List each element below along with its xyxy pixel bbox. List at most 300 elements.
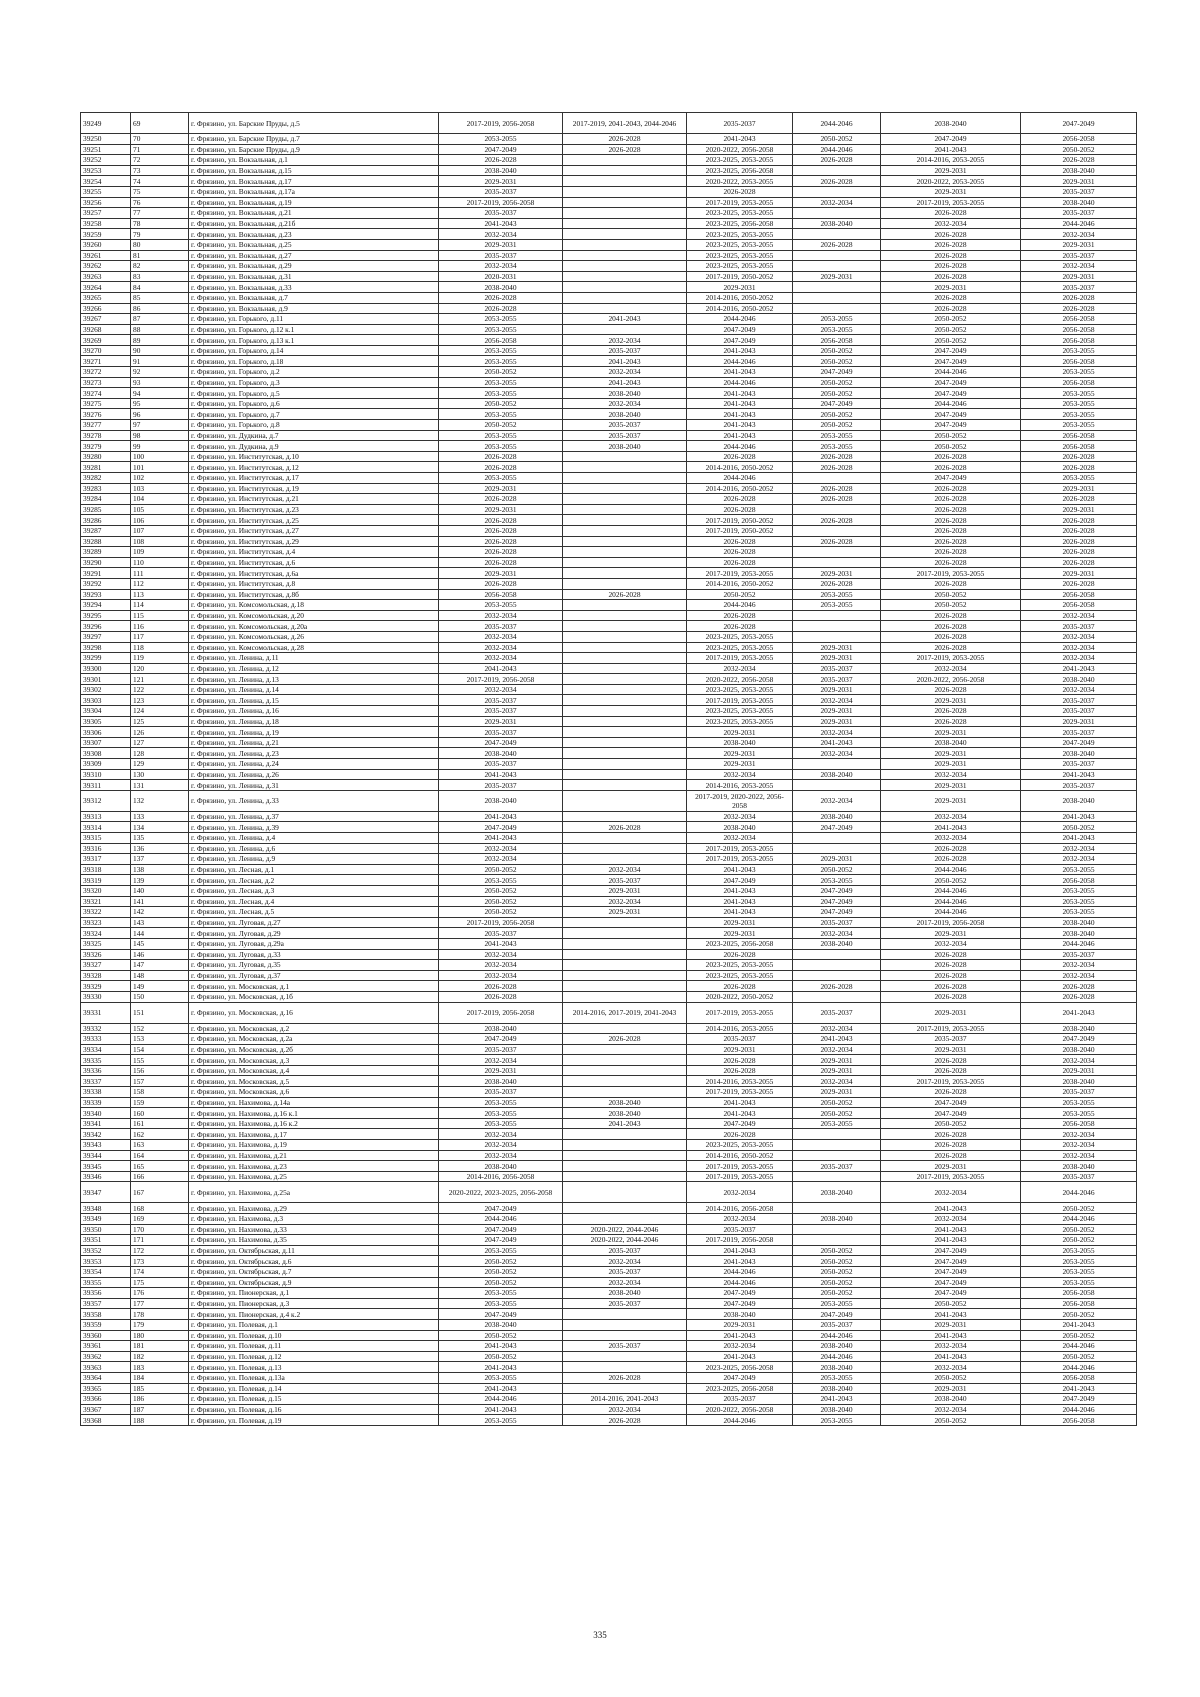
table-row [81,1383,1137,1394]
table-cell: 2029-2031 [1021,483,1137,494]
table-cell: 39337 [81,1076,131,1087]
table-cell: 2029-2031 [881,1383,1021,1394]
table-cell: 2041-2043 [1021,1383,1137,1394]
table-cell: 2047-2049 [793,907,881,918]
table-cell: 88 [131,324,189,335]
table-cell: 107 [131,525,189,536]
table-cell [563,462,687,473]
table-cell: 39331 [81,1002,131,1023]
table-cell: г. Фрязино, ул. Луговая, д.27 [189,917,439,928]
table-cell: 81 [131,250,189,261]
table-cell: 2035-2037 [687,113,793,134]
table-cell [563,155,687,166]
table-cell: 2038-2040 [793,1362,881,1373]
table-cell: 2050-2052 [439,1330,563,1341]
table-cell: 2026-2028 [793,494,881,505]
table-cell: 2053-2055 [1021,864,1137,875]
table-cell: 2056-2058 [1021,430,1137,441]
table-body [81,113,1137,1426]
table-cell [563,451,687,462]
table-cell: 2035-2037 [793,674,881,685]
table-cell: 2038-2040 [439,790,563,811]
table-cell: 2044-2046 [687,377,793,388]
table-cell: 2029-2031 [793,1065,881,1076]
table-cell: 2047-2049 [793,822,881,833]
table-cell: г. Фрязино, ул. Комсомольская, д.18 [189,600,439,611]
table-cell: 2029-2031 [687,917,793,928]
table-cell: 2038-2040 [687,822,793,833]
table-cell [793,261,881,272]
table-cell: 2029-2031 [1021,271,1137,282]
table-cell: 2053-2055 [1021,907,1137,918]
table-cell: 2050-2052 [439,864,563,875]
table-row [81,981,1137,992]
table-cell: 2020-2022, 2056-2058 [687,1404,793,1415]
table-cell: г. Фрязино, ул. Горького, д.3 [189,377,439,388]
table-cell: 2050-2052 [881,324,1021,335]
table-row [81,1309,1137,1320]
table-row [81,631,1137,642]
table-cell [793,1203,881,1214]
table-cell: 2026-2028 [881,271,1021,282]
table-row [81,1076,1137,1087]
table-cell: 2041-2043 [563,1118,687,1129]
table-cell: 2026-2028 [881,706,1021,717]
table-cell: 2041-2043 [687,864,793,875]
table-cell: 2014-2016, 2056-2058 [439,1171,563,1182]
table-cell: 39355 [81,1277,131,1288]
table-cell: г. Фрязино, ул. Вокзальная, д.29 [189,261,439,272]
table-row [81,1171,1137,1182]
table-cell: 2053-2055 [793,314,881,325]
table-cell: 2032-2034 [687,1182,793,1203]
table-cell: 2032-2034 [793,727,881,738]
table-cell: 2026-2028 [439,981,563,992]
table-cell: 39318 [81,864,131,875]
table-cell: 184 [131,1372,189,1383]
table-cell [563,854,687,865]
table-row [81,917,1137,928]
table-row [81,716,1137,727]
table-cell: г. Фрязино, ул. Ленина, д.9 [189,854,439,865]
table-cell: 2032-2034 [1021,1129,1137,1140]
table-cell: 39292 [81,578,131,589]
table-cell: г. Фрязино, ул. Горького, д.7 [189,409,439,420]
table-cell: 39361 [81,1341,131,1352]
table-cell: г. Фрязино, ул. Ленина, д.18 [189,716,439,727]
table-cell: 2053-2055 [1021,1266,1137,1277]
table-cell [793,473,881,484]
table-cell: 2017-2019, 2053-2055 [881,653,1021,664]
table-cell: 2047-2049 [439,1309,563,1320]
table-cell: 2053-2055 [1021,1256,1137,1267]
table-cell: г. Фрязино, ул. Полевая, д.1 [189,1319,439,1330]
table-cell: 2035-2037 [1021,759,1137,770]
table-row [81,843,1137,854]
table-cell: 2047-2049 [881,1108,1021,1119]
table-cell: 2029-2031 [881,695,1021,706]
table-cell: 148 [131,970,189,981]
table-cell [563,970,687,981]
table-cell: г. Фрязино, ул. Комсомольская, д.28 [189,642,439,653]
table-cell: 2029-2031 [793,706,881,717]
table-cell: 2050-2052 [1021,1203,1137,1214]
table-cell: 2026-2028 [881,960,1021,971]
table-cell: 2056-2058 [1021,1372,1137,1383]
table-cell: 2047-2049 [881,1277,1021,1288]
table-cell: 173 [131,1256,189,1267]
table-cell [563,1150,687,1161]
table-row [81,388,1137,399]
table-cell: 2026-2028 [881,610,1021,621]
table-cell [563,960,687,971]
table-cell: 147 [131,960,189,971]
table-cell: 2026-2028 [881,631,1021,642]
table-cell: 2017-2019, 2053-2055 [687,197,793,208]
table-cell: 2026-2028 [881,208,1021,219]
table-cell: 2032-2034 [563,1256,687,1267]
table-cell: 39253 [81,165,131,176]
table-cell: г. Фрязино, ул. Горького, д.6 [189,398,439,409]
table-cell [793,631,881,642]
table-cell: 39321 [81,896,131,907]
table-cell: 2053-2055 [1021,1097,1137,1108]
table-cell: г. Фрязино, ул. Луговая, д.29а [189,938,439,949]
table-cell: 39280 [81,451,131,462]
table-cell: 2050-2052 [439,1266,563,1277]
table-cell: 125 [131,716,189,727]
table-cell: 39302 [81,684,131,695]
table-row [81,1055,1137,1066]
table-cell: 2050-2052 [439,398,563,409]
table-cell: 132 [131,790,189,811]
table-cell: 185 [131,1383,189,1394]
table-cell: 2032-2034 [687,833,793,844]
table-row [81,134,1137,145]
table-cell: г. Фрязино, ул. Луговая, д.37 [189,970,439,981]
table-cell: 2056-2058 [1021,134,1137,145]
table-row [81,367,1137,378]
table-row [81,356,1137,367]
table-cell: 2029-2031 [439,716,563,727]
table-cell: 130 [131,769,189,780]
table-cell: 39293 [81,589,131,600]
table-cell: 2053-2055 [1021,388,1137,399]
table-row [81,176,1137,187]
table-row [81,398,1137,409]
table-cell: 39305 [81,716,131,727]
table-cell: 2029-2031 [881,748,1021,759]
table-cell: 2035-2037 [563,430,687,441]
table-cell [563,674,687,685]
table-cell: 2053-2055 [793,600,881,611]
table-cell: 2044-2046 [687,473,793,484]
table-cell: 2026-2028 [793,451,881,462]
table-cell: 2053-2055 [439,600,563,611]
table-cell: г. Фрязино, ул. Институтская, д.27 [189,525,439,536]
table-cell: 2023-2025, 2053-2055 [687,239,793,250]
table-cell: 2029-2031 [881,1161,1021,1172]
table-cell: 2050-2052 [881,1118,1021,1129]
table-cell: 2032-2034 [881,833,1021,844]
table-cell: 2047-2049 [687,1298,793,1309]
table-cell: 2023-2025, 2053-2055 [687,716,793,727]
table-cell: 2050-2052 [793,1108,881,1119]
table-cell: 2029-2031 [881,780,1021,791]
table-cell: 2026-2028 [687,547,793,558]
table-cell: 2047-2049 [881,1256,1021,1267]
table-cell: 2041-2043 [563,356,687,367]
table-cell: 2047-2049 [881,1245,1021,1256]
table-cell: 98 [131,430,189,441]
table-cell: 2026-2028 [1021,578,1137,589]
table-row [81,165,1137,176]
table-cell: 2026-2028 [881,1065,1021,1076]
table-cell [793,991,881,1002]
table-cell: 39353 [81,1256,131,1267]
table-cell: 175 [131,1277,189,1288]
table-row [81,727,1137,738]
table-cell: 2056-2058 [439,335,563,346]
table-row [81,748,1137,759]
table-cell: 2050-2052 [793,1097,881,1108]
table-cell: 39294 [81,600,131,611]
table-cell: г. Фрязино, ул. Институтская, д.19 [189,483,439,494]
table-cell: 91 [131,356,189,367]
table-cell: г. Фрязино, ул. Полевая, д.15 [189,1394,439,1405]
table-cell: 2056-2058 [793,335,881,346]
table-cell: г. Фрязино, ул. Московская, д.16 [189,1002,439,1023]
table-row [81,1288,1137,1299]
table-cell [563,991,687,1002]
table-cell: 2026-2028 [439,292,563,303]
table-cell [563,663,687,674]
table-cell: 116 [131,621,189,632]
table-cell: 2056-2058 [1021,324,1137,335]
table-cell: 2053-2055 [439,1097,563,1108]
table-row [81,282,1137,293]
table-cell: 171 [131,1235,189,1246]
table-cell: 176 [131,1288,189,1299]
table-cell: 2026-2028 [881,547,1021,558]
table-cell: г. Фрязино, ул. Институтская, д.8б [189,589,439,600]
table-cell: 2035-2037 [687,1224,793,1235]
table-cell: г. Фрязино, ул. Луговая, д.33 [189,949,439,960]
table-cell: 2029-2031 [687,727,793,738]
table-cell: 2026-2028 [687,451,793,462]
table-row [81,1245,1137,1256]
table-cell [793,780,881,791]
table-cell: г. Фрязино, ул. Полевая, д.14 [189,1383,439,1394]
table-cell: г. Фрязино, ул. Барские Пруды, д.9 [189,144,439,155]
table-cell: 2017-2019, 2050-2052 [687,271,793,282]
table-cell: 39365 [81,1383,131,1394]
table-cell: 39269 [81,335,131,346]
table-cell: 2053-2055 [793,430,881,441]
table-cell: 2053-2055 [439,1372,563,1383]
table-cell [563,938,687,949]
table-cell: г. Фрязино, ул. Вокзальная, д.19 [189,197,439,208]
table-cell: 2029-2031 [793,568,881,579]
table-cell: 2023-2025, 2053-2055 [687,642,793,653]
table-cell: г. Фрязино, ул. Октябрьская, д.9 [189,1277,439,1288]
table-cell: 39317 [81,854,131,865]
table-cell: 2044-2046 [1021,1182,1137,1203]
table-cell: 39267 [81,314,131,325]
table-cell [563,229,687,240]
table-cell [793,525,881,536]
table-cell [793,1224,881,1235]
table-cell: 2026-2028 [1021,292,1137,303]
table-cell: 39309 [81,759,131,770]
table-cell: 2029-2031 [687,1044,793,1055]
table-row [81,695,1137,706]
table-cell: 2017-2019, 2053-2055 [687,695,793,706]
table-row [81,1394,1137,1405]
table-cell: 2017-2019, 2053-2055 [687,1171,793,1182]
table-row [81,589,1137,600]
table-row [81,229,1137,240]
table-cell: г. Фрязино, ул. Нахимова, д.17 [189,1129,439,1140]
table-row [81,1002,1137,1023]
table-cell: 2029-2031 [439,483,563,494]
table-cell: 128 [131,748,189,759]
table-cell: 39339 [81,1097,131,1108]
table-cell [563,769,687,780]
table-cell: 39255 [81,186,131,197]
table-cell: г. Фрязино, ул. Вокзальная, д.21б [189,218,439,229]
table-cell: 2038-2040 [1021,928,1137,939]
table-cell: 39328 [81,970,131,981]
table-row [81,504,1137,515]
table-cell: г. Фрязино, ул. Пионерская, д.3 [189,1298,439,1309]
table-cell: 2050-2052 [439,1277,563,1288]
table-cell: 103 [131,483,189,494]
table-cell: 2026-2028 [881,557,1021,568]
table-cell: 39264 [81,282,131,293]
table-cell: 159 [131,1097,189,1108]
table-cell: 2017-2019, 2050-2052 [687,515,793,526]
table-cell [563,1309,687,1320]
table-cell: 145 [131,938,189,949]
table-cell: 2050-2052 [881,600,1021,611]
table-cell: 2032-2034 [439,1129,563,1140]
table-cell: 2026-2028 [439,547,563,558]
table-row [81,547,1137,558]
table-cell: 2041-2043 [439,1383,563,1394]
table-cell: 39354 [81,1266,131,1277]
table-cell: 2041-2043 [881,1235,1021,1246]
table-cell: 39359 [81,1319,131,1330]
table-cell [563,525,687,536]
table-cell: 2041-2043 [1021,769,1137,780]
table-cell: 39290 [81,557,131,568]
table-cell [563,727,687,738]
table-cell: 2026-2028 [881,1150,1021,1161]
table-cell: 100 [131,451,189,462]
table-cell: г. Фрязино, ул. Полевая, д.13 [189,1362,439,1373]
table-cell: 39362 [81,1351,131,1362]
table-row [81,822,1137,833]
table-cell [793,1235,881,1246]
table-cell: г. Фрязино, ул. Вокзальная, д.17а [189,186,439,197]
table-cell: 2026-2028 [563,589,687,600]
table-cell: 39308 [81,748,131,759]
table-cell: 2041-2043 [687,367,793,378]
table-cell: 2044-2046 [1021,1214,1137,1225]
table-cell [563,504,687,515]
table-cell: 2050-2052 [793,1256,881,1267]
table-row [81,515,1137,526]
table-cell: г. Фрязино, ул. Ленина, д.16 [189,706,439,717]
table-cell: г. Фрязино, ул. Московская, д.3 [189,1055,439,1066]
table-cell [563,600,687,611]
table-cell: 2020-2022, 2044-2046 [563,1235,687,1246]
table-cell: 2017-2019, 2053-2055 [881,1076,1021,1087]
table-cell: 126 [131,727,189,738]
table-cell: 2032-2034 [1021,854,1137,865]
table-cell: 163 [131,1140,189,1151]
table-cell [563,653,687,664]
table-row [81,483,1137,494]
table-row [81,938,1137,949]
table-cell: 39258 [81,218,131,229]
table-cell: 39311 [81,780,131,791]
table-cell: 39314 [81,822,131,833]
table-row [81,663,1137,674]
table-cell: г. Фрязино, ул. Институтская, д.10 [189,451,439,462]
table-cell: г. Фрязино, ул. Вокзальная, д.31 [189,271,439,282]
table-cell: 2035-2037 [563,875,687,886]
table-cell: г. Фрязино, ул. Вокзальная, д.23 [189,229,439,240]
table-cell: 2032-2034 [1021,684,1137,695]
table-cell: 2029-2031 [793,716,881,727]
table-cell [563,1383,687,1394]
table-cell: 2029-2031 [881,1319,1021,1330]
table-cell: 2047-2049 [439,737,563,748]
table-cell: 2044-2046 [881,398,1021,409]
table-cell [793,547,881,558]
table-cell: 2047-2049 [439,1203,563,1214]
table-cell: 2047-2049 [881,1288,1021,1299]
table-cell: 2026-2028 [793,483,881,494]
table-cell: 2026-2028 [881,536,1021,547]
table-cell: 114 [131,600,189,611]
table-cell: 39345 [81,1161,131,1172]
table-cell: 2044-2046 [793,1351,881,1362]
table-cell: 133 [131,811,189,822]
table-cell: 2047-2049 [793,367,881,378]
table-cell: 2038-2040 [439,1076,563,1087]
table-cell: 144 [131,928,189,939]
table-cell [563,473,687,484]
table-cell: 39324 [81,928,131,939]
table-cell: г. Фрязино, ул. Луговая, д.29 [189,928,439,939]
table-cell: г. Фрязино, ул. Полевая, д.10 [189,1330,439,1341]
table-row [81,907,1137,918]
table-row [81,642,1137,653]
table-cell: 2041-2043 [439,938,563,949]
table-cell: 2032-2034 [881,1182,1021,1203]
table-cell: 2050-2052 [881,335,1021,346]
table-cell: 2026-2028 [1021,494,1137,505]
table-cell: 2026-2028 [881,515,1021,526]
table-cell [793,186,881,197]
table-cell: г. Фрязино, ул. Полевая, д.12 [189,1351,439,1362]
table-cell: 2035-2037 [1021,706,1137,717]
table-cell: 39335 [81,1055,131,1066]
table-cell: 2026-2028 [881,843,1021,854]
